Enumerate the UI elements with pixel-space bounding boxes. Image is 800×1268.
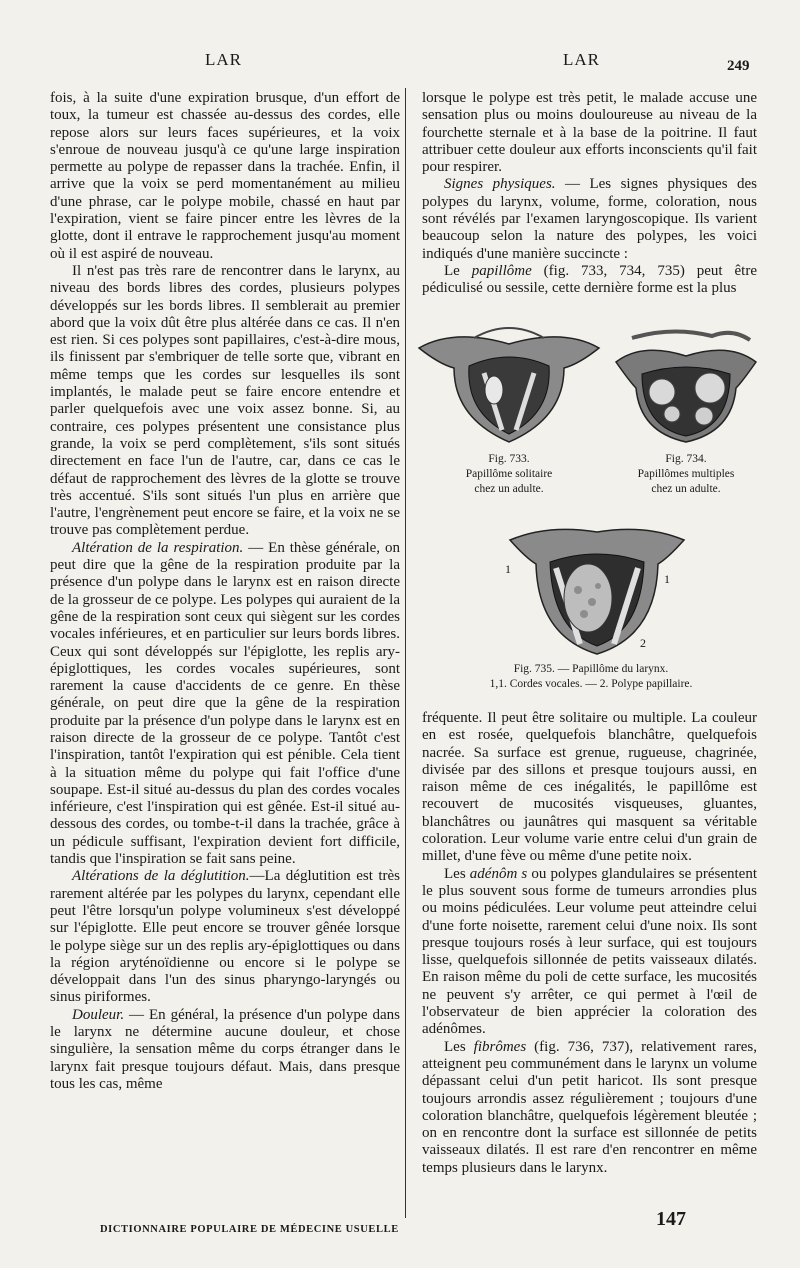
paragraph-text: — Les signes physiques des polypes du larynx, volume, forme, coloration, nous sont révélés par l'examen laryngoscopique. Ils varient beaucoup selon la nature des polypes, les voici indiqués d'une manière succincte :	[422, 176, 757, 262]
paragraph	[50, 1007, 400, 1093]
term: papillôme	[471, 262, 532, 279]
paragraph	[50, 868, 400, 1006]
figure-734-caption	[606, 452, 766, 497]
caption-line: chez un adulte.	[651, 483, 721, 495]
left-column	[50, 90, 400, 1093]
paragraph: Les adénôm s ou polypes glandulaires se présentent le plus souvent sous forme de tumeurs arrondies plus ou moins pédiculées. Leur volume peut atteindre celui d'une forte noisette, rarement celui d'une noix. Ils sont presque toujours rosés à leur surface, qui est toujours lisse, quelquefois sillonnée de petits vaisseaux dilatés. En raison même du poli de cette surface, les mucosités ne peuvent s'y arrêter, ce qui permet à l'œil de l'observateur de bien apprécier la coloration des adénômes.	[422, 865, 758, 1038]
term: adénôm s	[469, 865, 528, 882]
caption-line: chez un adulte.	[474, 483, 544, 495]
caption-line: Fig. 735. — Papillôme du larynx.	[513, 663, 669, 675]
paragraph: Le papillôme (fig. 733, 734, 735) peut être pédiculisé ou sessile, cette dernière forme est la plus	[422, 262, 757, 297]
figure-reference: (fig. 736, 737),	[526, 1038, 634, 1055]
figure-735-label-1-right: 1	[664, 572, 670, 586]
figure-735-illustration	[508, 520, 686, 658]
paragraph-text: —La déglutition est très rarement altérée par les polypes du larynx, cependant elle peut l'être lorsqu'un polype volumineux s'est développé sur l'épiglotte. Elle peut encore se trouver gênée lorsque le polype siège sur un des replis ary-épiglottiques ou dans la région aryténoïdienne ou encore si le polype se développait dans l'un des sinus pharyngo-laryngés ou sinus piriformes.	[50, 868, 400, 1006]
running-head-left: LAR	[205, 50, 242, 69]
section-title: Douleur.	[72, 1006, 125, 1023]
figure-735-label-1-left: 1	[505, 562, 511, 576]
paragraph: Il n'est pas très rare de rencontrer dans le larynx, au niveau des bords libres des cordes, plusieurs polypes développés sur les bords libres. Il semblerait au premier abord que la voix dût être plus altérée dans ce cas. Il n'en est rien. Si ces polypes sont papillaires, c'est-à-dire mous, ils finissent par s'embriquer de telle sorte que, vibrant en même temps que les cordes sur lesquelles ils sont implantés, le malade peut se faire encore entendre et parler quelquefois avec une voix assez bonne. Si, au contraire, ces polypes présentent une consistance plus grande, la voix se perd complètement, s'ils sont situés directement en face l'un de l'autre, car, dans ce cas le défaut de rapprochement des lèvres de la glotte se trouve très accentué. S'ils sont situés l'un plus en arrière que l'autre, l'engrènement peut encore se faire, et la voix ne se trouve pas complètement perdue.	[50, 262, 400, 539]
paragraph-text: — En général, la présence d'un polype dans le larynx ne détermine aucune douleur, et chose singulière, la sensation même du corps étranger dans le larynx fait presque toujours défaut. Mais, dans presque tous les cas, même	[50, 1006, 400, 1092]
paragraph	[50, 540, 400, 869]
figure-number: Fig. 733.	[488, 453, 530, 465]
caption-line: Papillôme solitaire	[465, 468, 553, 480]
section-title: Altérations de la déglutition.	[72, 868, 250, 885]
figure-734-illustration	[612, 322, 760, 446]
figure-735-label-2: 2	[640, 636, 646, 650]
paragraph: fois, à la suite d'une expiration brusque, d'un effort de toux, la tumeur est chassée au-dessus des cordes, elle repose alors sur leurs faces supérieures, et la voix s'enroue de nouveau jusqu'à ce qu'une large inspiration permette au polype de repasser dans la trachée. Enfin, il arrive que la voix se perd momentanément au milieu d'une phrase, car le polype mobile, chassé en haut par l'expiration, vient se faire pincer entre les lèvres de la glotte, dont il entrave le rapprochement jusqu'au moment où il est aspiré de nouveau.	[50, 90, 400, 262]
figure-number: Fig. 734.	[665, 453, 707, 465]
figure-735-caption	[446, 662, 736, 692]
signature-mark: 147	[656, 1208, 686, 1230]
column-rule	[405, 88, 406, 1218]
caption-line: 1,1. Cordes vocales. — 2. Polype papillaire.	[489, 678, 693, 690]
paragraph: fréquente. Il peut être solitaire ou multiple. La couleur en est rosée, quelquefois blanchâtre, quelquefois nacrée. Sa surface est grenue, rugueuse, chagrinée, divisée par des sillons et presque toujours aussi, en raison même de ces inégalités, le papillôme est recouvert de mucosités visqueuses, gluantes, blanchâtres ou jaunâtres qui masquent sa véritable coloration. Leur volume varie entre celui d'un grain de millet, d'une fève ou même d'une petite noix.	[422, 710, 757, 865]
paragraph: lorsque le polype est très petit, le malade accuse une sensation plus ou moins douloureuse au niveau de la fourchette sternale et à la base de la poitrine. Il faut attribuer cette douleur aux efforts inconscients qu'il fait pour respirer.	[422, 90, 757, 176]
page-number: 249	[727, 58, 750, 74]
figure-reference: (fig. 733, 734, 735)	[531, 262, 685, 279]
section-title: Signes physiques.	[444, 176, 556, 193]
figure-733-illustration	[414, 318, 604, 446]
right-column-bottom	[422, 710, 757, 1177]
paragraph-text: — En thèse générale, on peut dire que la gêne de la respiration produite par la présence d'un polype dans le larynx est en raison directe de la grosseur de ce polype. Les polypes qui auraient de la gêne de la respiration sont ceux qui siègent sur les cordes vocales inférieures, et en particulier sur leurs bords libres. Ceux qui sont développés sur l'épiglotte, les replis ary-épiglottiques, les cordes vocales supérieures, sont rarement la cause d'accidents de ce genre. En thèse générale, on peut dire que la gêne de la respiration produite par la présence d'un polype dans le larynx est en raison directe de la grosseur de ce polype. Tantôt c'est l'inspiration, tantôt l'expiration qui est pénible. Cela tient à la situation même du polype qui fait l'office d'une soupape. Est-il situé au-dessus du plan des cordes vocales inférieure, c'est l'inspiration qui est gênée. Est-il situé au-dessous des cordes, ou tombe-t-il dans la trachée, grâce à un pédicule suffisant, l'expiration devient fort difficile, tandis que l'inspiration se fait sans peine.	[50, 539, 400, 868]
paragraph: Les fibrômes (fig. 736, 737), relativement rares, atteignent peu communément dans le larynx un volume dépassant celui d'un petit haricot. Ils sont presque toujours arrondis assez régulièrement ; toujours d'une coloration blanchâtre, quelquefois légèrement bleutée ; on en rencontre dont la surface est sillonnée de petits vaisseaux dilatés. Il est rare d'en rencontrer en même temps plusieurs dans le larynx.	[422, 1038, 757, 1176]
running-head-right: LAR	[563, 50, 600, 69]
figure-733-caption	[414, 452, 604, 497]
section-title: Altération de la respiration.	[72, 539, 244, 556]
right-column-top	[422, 90, 757, 298]
caption-line: Papillômes multiples	[637, 468, 735, 480]
paragraph	[422, 176, 757, 262]
footer-title: DICTIONNAIRE POPULAIRE DE MÉDECINE USUELLE	[100, 1224, 399, 1235]
term: fibrômes	[473, 1038, 527, 1055]
